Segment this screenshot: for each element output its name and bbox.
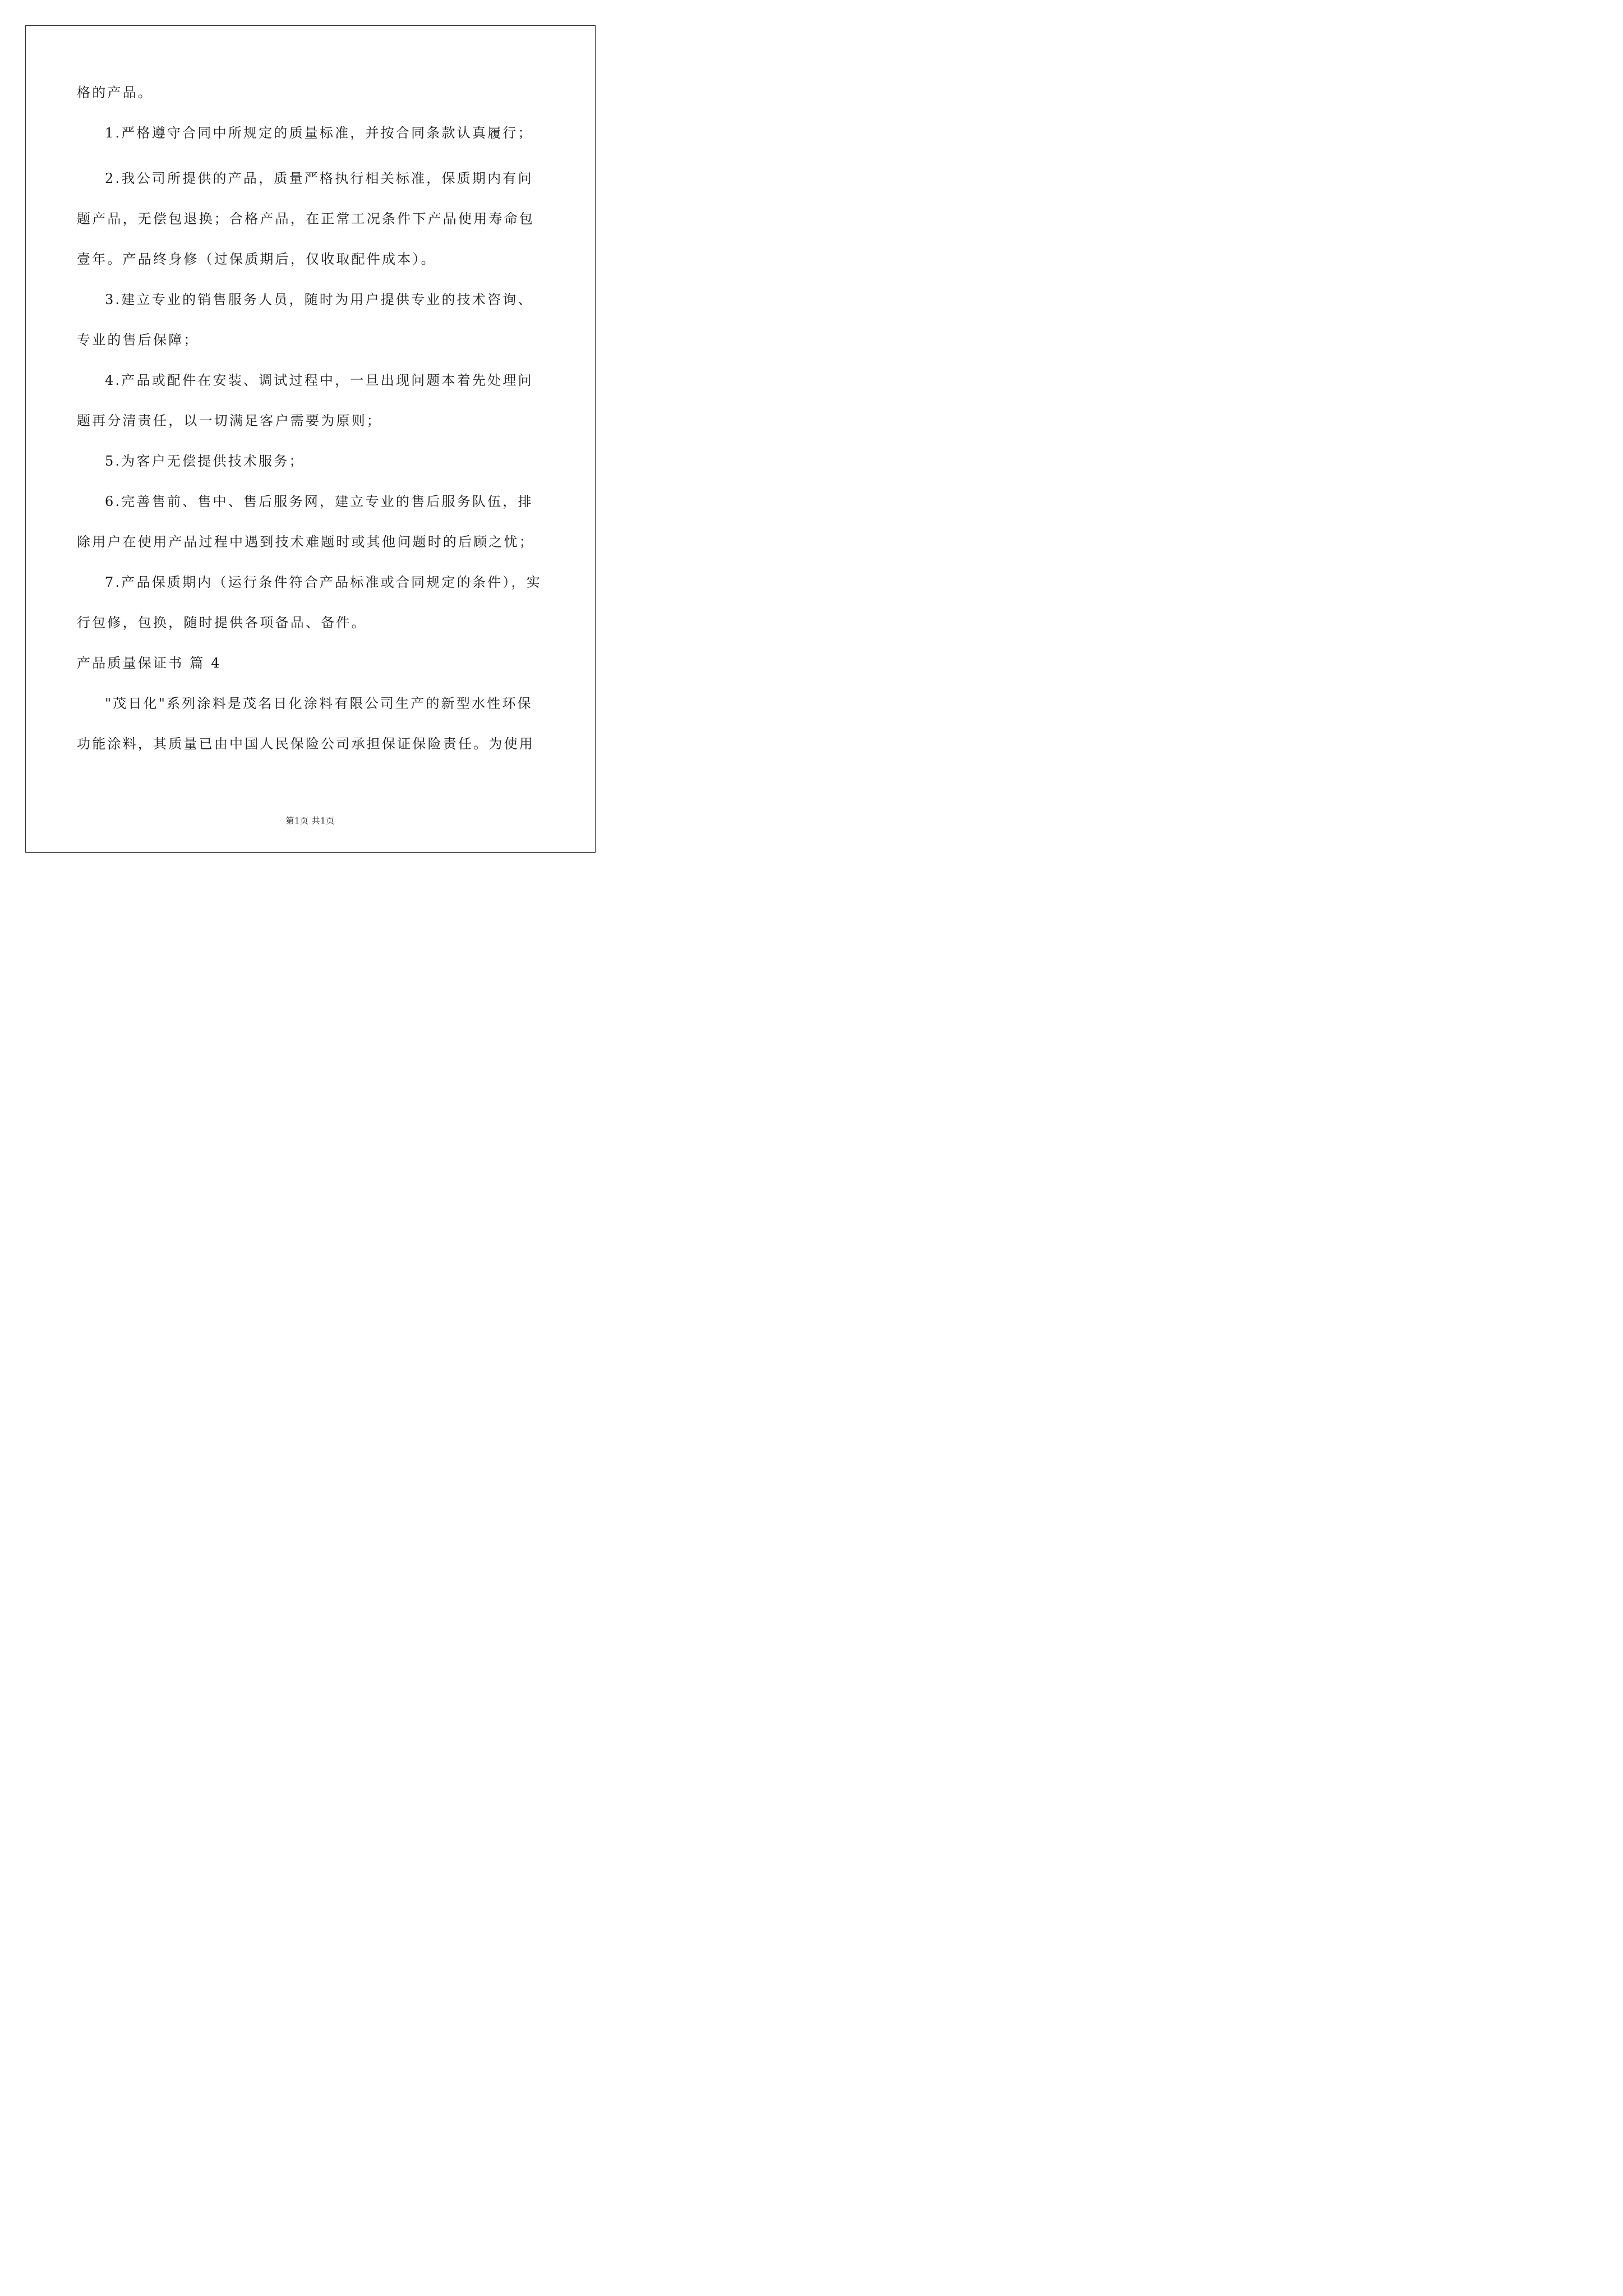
clause-4-line: 题再分清责任，以一切满足客户需要为原则； <box>77 413 382 429</box>
clause-2-line: 2.我公司所提供的产品，质量严格执行相关标准，保质期内有问 <box>105 171 533 186</box>
section-heading: 产品质量保证书 篇 4 <box>77 655 222 671</box>
clause-7-line: 行包修，包换，随时提供各项备品、备件。 <box>77 615 367 631</box>
clause-6-line: 除用户在使用产品过程中遇到技术难题时或其他问题时的后顾之忧； <box>77 534 534 550</box>
clause-3-line: 3.建立专业的销售服务人员，随时为用户提供专业的技术咨询、 <box>105 292 533 307</box>
page-border <box>25 25 596 853</box>
paragraph-line: 格的产品。 <box>77 85 153 100</box>
paragraph-line: "茂日化"系列涂料是茂名日化涂料有限公司生产的新型水性环保 <box>105 696 533 711</box>
clause-3-line: 专业的售后保障； <box>77 332 199 348</box>
clause-1-line: 1.严格遵守合同中所规定的质量标准，并按合同条款认真履行； <box>105 125 533 141</box>
paragraph-line: 功能涂料，其质量已由中国人民保险公司承担保证保险责任。为使用 <box>77 736 534 752</box>
clause-2-line: 壹年。产品终身修（过保质期后，仅收取配件成本）。 <box>77 251 436 267</box>
page-footer: 第1页 共1页 <box>285 816 335 826</box>
clause-4-line: 4.产品或配件在安装、调试过程中，一旦出现问题本着先处理问 <box>105 372 533 388</box>
clause-7-line: 7.产品保质期内（运行条件符合产品标准或合同规定的条件），实 <box>105 574 542 590</box>
clause-5-line: 5.为客户无偿提供技术服务； <box>105 453 305 469</box>
clause-6-line: 6.完善售前、售中、售后服务网，建立专业的售后服务队伍，排 <box>105 494 533 509</box>
clause-2-line: 题产品，无偿包退换；合格产品，在正常工况条件下产品使用寿命包 <box>77 211 534 227</box>
